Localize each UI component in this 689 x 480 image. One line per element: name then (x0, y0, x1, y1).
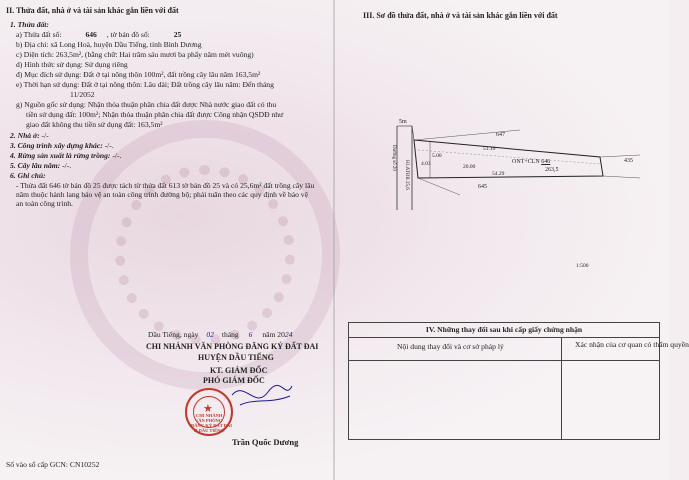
stamp-text-1: CHI NHÁNH (196, 413, 223, 418)
forest-line: 4. Rừng sản xuất là rừng trồng: -/-. (10, 151, 122, 160)
office-name-2: HUYỆN DẦU TIẾNG (198, 353, 274, 362)
signer-name: Trần Quốc Dương (232, 437, 299, 447)
map-dim-20-00: 20.00 (463, 164, 476, 170)
house-line: 2. Nhà ở: -/- (10, 131, 49, 140)
changes-table-title: IV. Những thay đổi sau khi cấp giấy chứng nhận (349, 323, 659, 338)
map-land-code: ONT+CLN 646 (512, 159, 551, 165)
usage-form-line: d) Hình thức sử dụng: Sử dụng riêng (16, 60, 128, 69)
origin-line3: giao đất không thu tiền sử dụng đất: 163,5m² (26, 120, 163, 129)
map-area: 263,5 (545, 167, 559, 173)
origin-line2: tiền sử dụng đất: 100m²; Nhận thỏa thuận phân chia đất được Công nhận QSDĐ như (26, 110, 284, 119)
changes-col-confirm: Xác nhận của cơ quan có thẩm quyền (575, 340, 689, 349)
changes-col-content: Nội dung thay đổi và cơ sở pháp lý (397, 342, 504, 351)
office-name-1: CHI NHÁNH VĂN PHÒNG ĐĂNG KÝ ĐẤT ĐAI (146, 342, 319, 351)
map-parcel-435: 435 (624, 158, 633, 164)
perennial-line: 5. Cây lâu năm: -/-. (10, 161, 72, 170)
issue-date: Dầu Tiếng, ngày 02 tháng 6 năm 2024 (148, 330, 293, 339)
map-dim-54-29: 54.29 (492, 171, 505, 177)
stamp-text-2: VĂN PHÒNG (195, 418, 223, 423)
usage-purpose-line: đ) Mục đích sử dụng: Đất ở tại nông thôn 100m², đất trồng cây lâu năm 163,5m² (16, 70, 261, 79)
kt-director: KT. GIÁM ĐỐC (210, 366, 268, 375)
parcel-number: 646 (85, 30, 97, 39)
map-parcel-645: 645 (478, 184, 487, 190)
origin-line1: g) Nguồn gốc sử dụng: Nhận thỏa thuận phân chia đất được Nhà nước giao đất có thu (16, 100, 277, 109)
map-scale: 1:500 (576, 263, 589, 269)
construction-line: 3. Công trình xây dựng khác: -/-. (10, 141, 114, 150)
map-number: 25 (173, 30, 182, 39)
usage-term-line2: 11/2052 (70, 90, 95, 99)
map-road-name: Đường số 20 (391, 145, 396, 171)
section-2-title: II. Thửa đất, nhà ở và tài sản khác gắn liền với đất (6, 6, 179, 15)
address-line: b) Địa chỉ: xã Long Hoà, huyện Dầu Tiếng, tỉnh Bình Dương (16, 40, 202, 49)
parcel-heading: 1. Thửa đất: (10, 20, 49, 29)
note-heading: 6. Ghi chú: (10, 171, 46, 180)
usage-term-line1: e) Thời hạn sử dụng: Đất ở tại nông thôn: Lâu dài; Đất trồng cây lâu năm: Đến tháng (16, 80, 274, 89)
parcel-number-label: a) Thửa đất số: 646 , tờ bản đồ số: 25 (16, 30, 182, 39)
map-dim-5-00: 5.00 (432, 153, 442, 159)
changes-table (348, 322, 689, 440)
stamp-star-icon: ★ (203, 403, 213, 415)
registry-serial: Số vào sổ cấp GCN: CN10252 (6, 460, 100, 469)
map-dim-4-03: 4.03 (421, 161, 431, 167)
area-line: c) Diện tích: 263,5m², (bằng chữ: Hai trăm sáu mươi ba phẩy năm mét vuông) (16, 50, 254, 59)
note-text: - Thửa đất 646 tờ bản đồ 25 được tách từ thửa đất 613 tờ bản đồ 25 và có 25,6m² đất trồng cây lâu năm thuộc hành lang bảo vệ an toàn công trình đường bộ; phải tuân theo các quy định về bảo vệ an toàn công trình. (16, 181, 315, 208)
map-dim-51-10: 51.10 (483, 146, 496, 152)
section-3-title: III. Sơ đồ thửa đất, nhà ở và tài sản khác gắn liền với đất (363, 11, 558, 20)
stamp-text-4: H.DẦU TIẾNG (194, 428, 224, 433)
map-width-5m: 5m (399, 119, 407, 125)
map-parcel-647: 647 (496, 132, 505, 138)
stamp-text-3: ĐĂNG KÝ ĐẤT ĐAI (191, 423, 233, 428)
map-road-label: HLATĐB 25,6 (404, 160, 409, 190)
vice-director: PHÓ GIÁM ĐỐC (203, 376, 265, 385)
